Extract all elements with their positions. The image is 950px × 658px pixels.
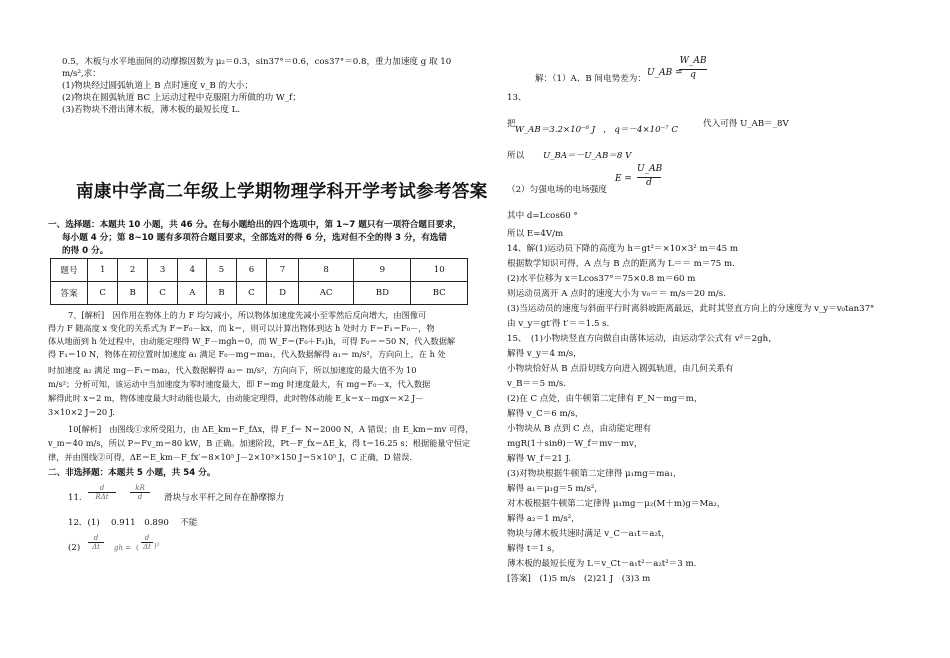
table-cell: C [88,282,118,305]
section1-heading: 一、选择题：本题共 10 小题，共 46 分。在每小题给出的四个选项中，第 1~7 题只有一项符合题目要求， [48,220,462,230]
problem-intro-line: (1)物块经过圆弧轨道上 B 点时速度 v_B 的大小； [62,81,253,91]
q15-line: 解得 a₂＝1 m/s²， [507,514,580,524]
table-cell: D [267,282,299,305]
problem-intro-line: (2)物块在圆弧轨道 BC 上运动过程中克服阻力所做的功 W_f； [62,93,301,103]
q15-answer-summary: [答案] (1)5 m/s (2)21 J (3)3 m [507,574,651,584]
table-row-answers [51,282,468,305]
q13-d: 其中 d=Lcos60 ° [507,211,578,221]
q14-line: (2)水平位移为 x＝Lcos37°＝75×0.8 m＝60 m [507,274,696,284]
q7-line: 解得此时 x＝2 m，物体速度最大时动能也最大，由动能定理得，此时物体动能 E_k＝x－mgx＝×2 J－ [48,393,424,403]
table-cell: 1 [88,259,118,282]
table-header-label: 题号 [51,259,88,282]
table-cell: B [207,282,236,305]
table-cell: A [178,282,207,305]
section1-heading-line: 每小题 4 分；第 8~10 题有多项符合题目要求，全部选对的得 6 分，选对但不全的得 3 分，有选错 [62,233,447,243]
table-cell: 7 [267,259,299,282]
q12-fraction-inner: $\frac{d}{\Delta t}$ [141,534,153,551]
problem-intro-line: m/s²,求： [62,69,101,79]
q15-line: (2)在 C 点处，由牛顿第二定律有 F_N－mg＝m， [507,394,703,404]
q10-line: v_m＝40 m/s，所以 P＝Fv_m＝80 kW，B 正确。加速阶段，Pt－F_fx＝ΔE_k，得 t＝16.25 s；根据能量守恒定 [48,438,471,448]
table-cell: 3 [147,259,177,282]
q7-line: 时加速度 a₂ 满足 mg－F₁＝ma₂，代入数据解得 a₂＝ m/s²，方向向下，所以加速度的最大值不为 10 [48,365,417,375]
q15-line: 15、 (1)小物块竖直方向做自由落体运动，由运动学公式有 v²＝2gh， [507,334,777,344]
table-row-numbers [51,259,468,282]
q15-line: 解得 W_f＝21 J. [507,454,571,464]
table-cell: BC [411,282,468,305]
q12-part1: 12．(1) 0.911 0.890 不能 [68,518,198,528]
q11-fraction-1: d RΔt [88,484,116,501]
table-cell: C [147,282,177,305]
q7-line: m/s²；分析可知，该运动中当加速度为零时速度最大，即 F＝mg 时速度最大，有 mg＝F₀－x，代入数据 [48,379,431,389]
table-cell: 10 [411,259,468,282]
table-cell: B [118,282,147,305]
q10-line: 10[解析] 由图线①求所受阻力，由 ΔE_km＝F_fΔx，得 F_f＝ N＝2000 N，A 错误；由 E_km＝mv 可得， [68,424,474,434]
q7-line: 3×10×2 J＝20 J. [48,407,115,417]
q13-so: 所以 [507,151,525,161]
q13-uba: U_BA＝－U_AB＝8 V [543,151,632,161]
table-cell: 8 [298,259,353,282]
q15-line: mgR(1＋sinθ)－W_f＝mv－mv， [507,439,643,449]
q15-line: 对木板根据牛顿第二定律得 μ₁mg－μ₂(M＋m)g＝Ma₂， [507,499,726,509]
q7-line: 体从地面到 h 处过程中，由动能定理得 W_F－mgh＝0，而 W_F＝(F₀＋F₁)h，可得 F₀＝＝50 N，代入数据解 [48,336,456,346]
problem-intro-line: (3)若物块不滑出薄木板，薄木板的最短长度 L. [62,105,241,115]
q7-line: 7、[解析] 因作用在物体上的力 F 均匀减小，所以物体加速度先减小至零然后反向增大，由图像可 [68,310,427,320]
q14-line: 根据数学知识可得，A 点与 B 点的距离为 L＝＝ m＝75 m. [507,259,735,269]
q12-fraction: $\frac{d}{\Delta t}$ [88,534,104,551]
q15-line: 小物块恰好从 B 点沿切线方向进入圆弧轨道，由几何关系有 [507,364,734,374]
q13-e: 所以 E=4V/m [507,229,564,239]
answer-table [50,258,468,305]
q15-line: 薄木板的最短长度为 L＝v_Ct－a₁t²－a₂t²＝3 m. [507,559,697,569]
q12-close-paren: )² [154,542,160,550]
section2-heading: 二、非选择题：本题共 5 小题，共 54 分。 [48,468,216,478]
q15-line: 解得 t＝1 s， [507,544,561,554]
q13-number: 13、 [507,93,527,103]
q11-answer-text: 滑块与水平杆之间存在静摩擦力 [164,493,285,503]
q15-line: 小物块从 B 点到 C 点，由动能定理有 [507,424,652,434]
table-cell: AC [298,282,353,305]
q15-line: 物块与薄木板共速时满足 v_C－a₁t＝a₂t， [507,529,670,539]
section1-heading-line: 的得 0 分。 [62,246,109,256]
q15-line: 解得 v_y＝4 m/s， [507,349,582,359]
q11-label: 11. [68,493,82,503]
q15-line: 解得 a₁＝μ₁g＝5 m/s²， [507,484,603,494]
page-title: 南康中学高二年级上学期物理学科开学考试参考答案 [76,182,488,202]
table-cell: BD [354,282,411,305]
q14-line: 则运动员离开 A 点时的速度大小为 v₀＝＝ m/s＝20 m/s. [507,289,726,299]
q7-line: 得力 F 随高度 x 变化的关系式为 F＝F₀－kx，而 k＝，则可以计算出物体到达 h 处时力 F＝F₁＝F₀－，物 [48,323,435,333]
table-header-label: 答案 [51,282,88,305]
table-cell: 4 [178,259,207,282]
q13-w-value: W_AB＝3.2×10⁻⁶ J [515,125,596,135]
table-cell: 5 [207,259,236,282]
q14-line: 由 v_y＝gt′得 t′＝＝1.5 s. [507,319,610,329]
q15-line: 解得 v_C＝6 m/s， [507,409,584,419]
q14-line: (3)当运动员的速度与斜面平行时离斜坡距离最远，此时其竖直方向上的分速度为 v_y＝v₀tan37° [507,304,875,314]
q13-part2: （2）匀强电场的电场强度 [507,185,607,195]
q13-solution-intro: 解：（1）A、B 间电势差为： [535,74,646,84]
table-cell: 9 [354,259,411,282]
q15-line: (3)对物块根据牛顿第二定律得 μ₁mg＝ma₁， [507,469,682,479]
q12-part2-label: (2) [68,543,81,553]
q7-line: 得 F₁＝10 N，物体在初位置时加速度 a₁ 满足 F₀－mg＝ma₁，代入数据解得 a₁＝ m/s²，方向向上，在 h 处 [48,349,446,359]
q12-open-paren: ( [136,544,139,552]
q11-fraction-2: $\frac{kR}{d}$ [130,484,150,501]
q12-gh: gh = [114,544,132,552]
problem-intro-line: 0.5，木板与水平地面间的动摩擦因数为 μ₂＝0.3，sin37°＝0.6，cos37°＝0.8，重力加速度 g 取 10 [62,57,452,67]
q14-line: 14、解(1)运动员下降的高度为 h＝gt²＝×10×3² m＝45 m [507,244,739,254]
q13-q-value: ， q＝－4×10⁻⁷ C [603,125,678,135]
table-cell: C [236,282,266,305]
q13-let: 把 [507,119,516,129]
q15-line: v_B＝＝5 m/s. [507,379,567,389]
table-cell: 2 [118,259,147,282]
table-cell: 6 [236,259,266,282]
q10-line: 律，并由图线②可得，ΔE＝E_km－F_fx′＝8×10⁵ J－2×10³×150 J＝5×10⁵ J，C 正确，D 错误. [48,452,412,462]
q13-result: 代入可得 U_AB＝_8V [703,119,789,129]
